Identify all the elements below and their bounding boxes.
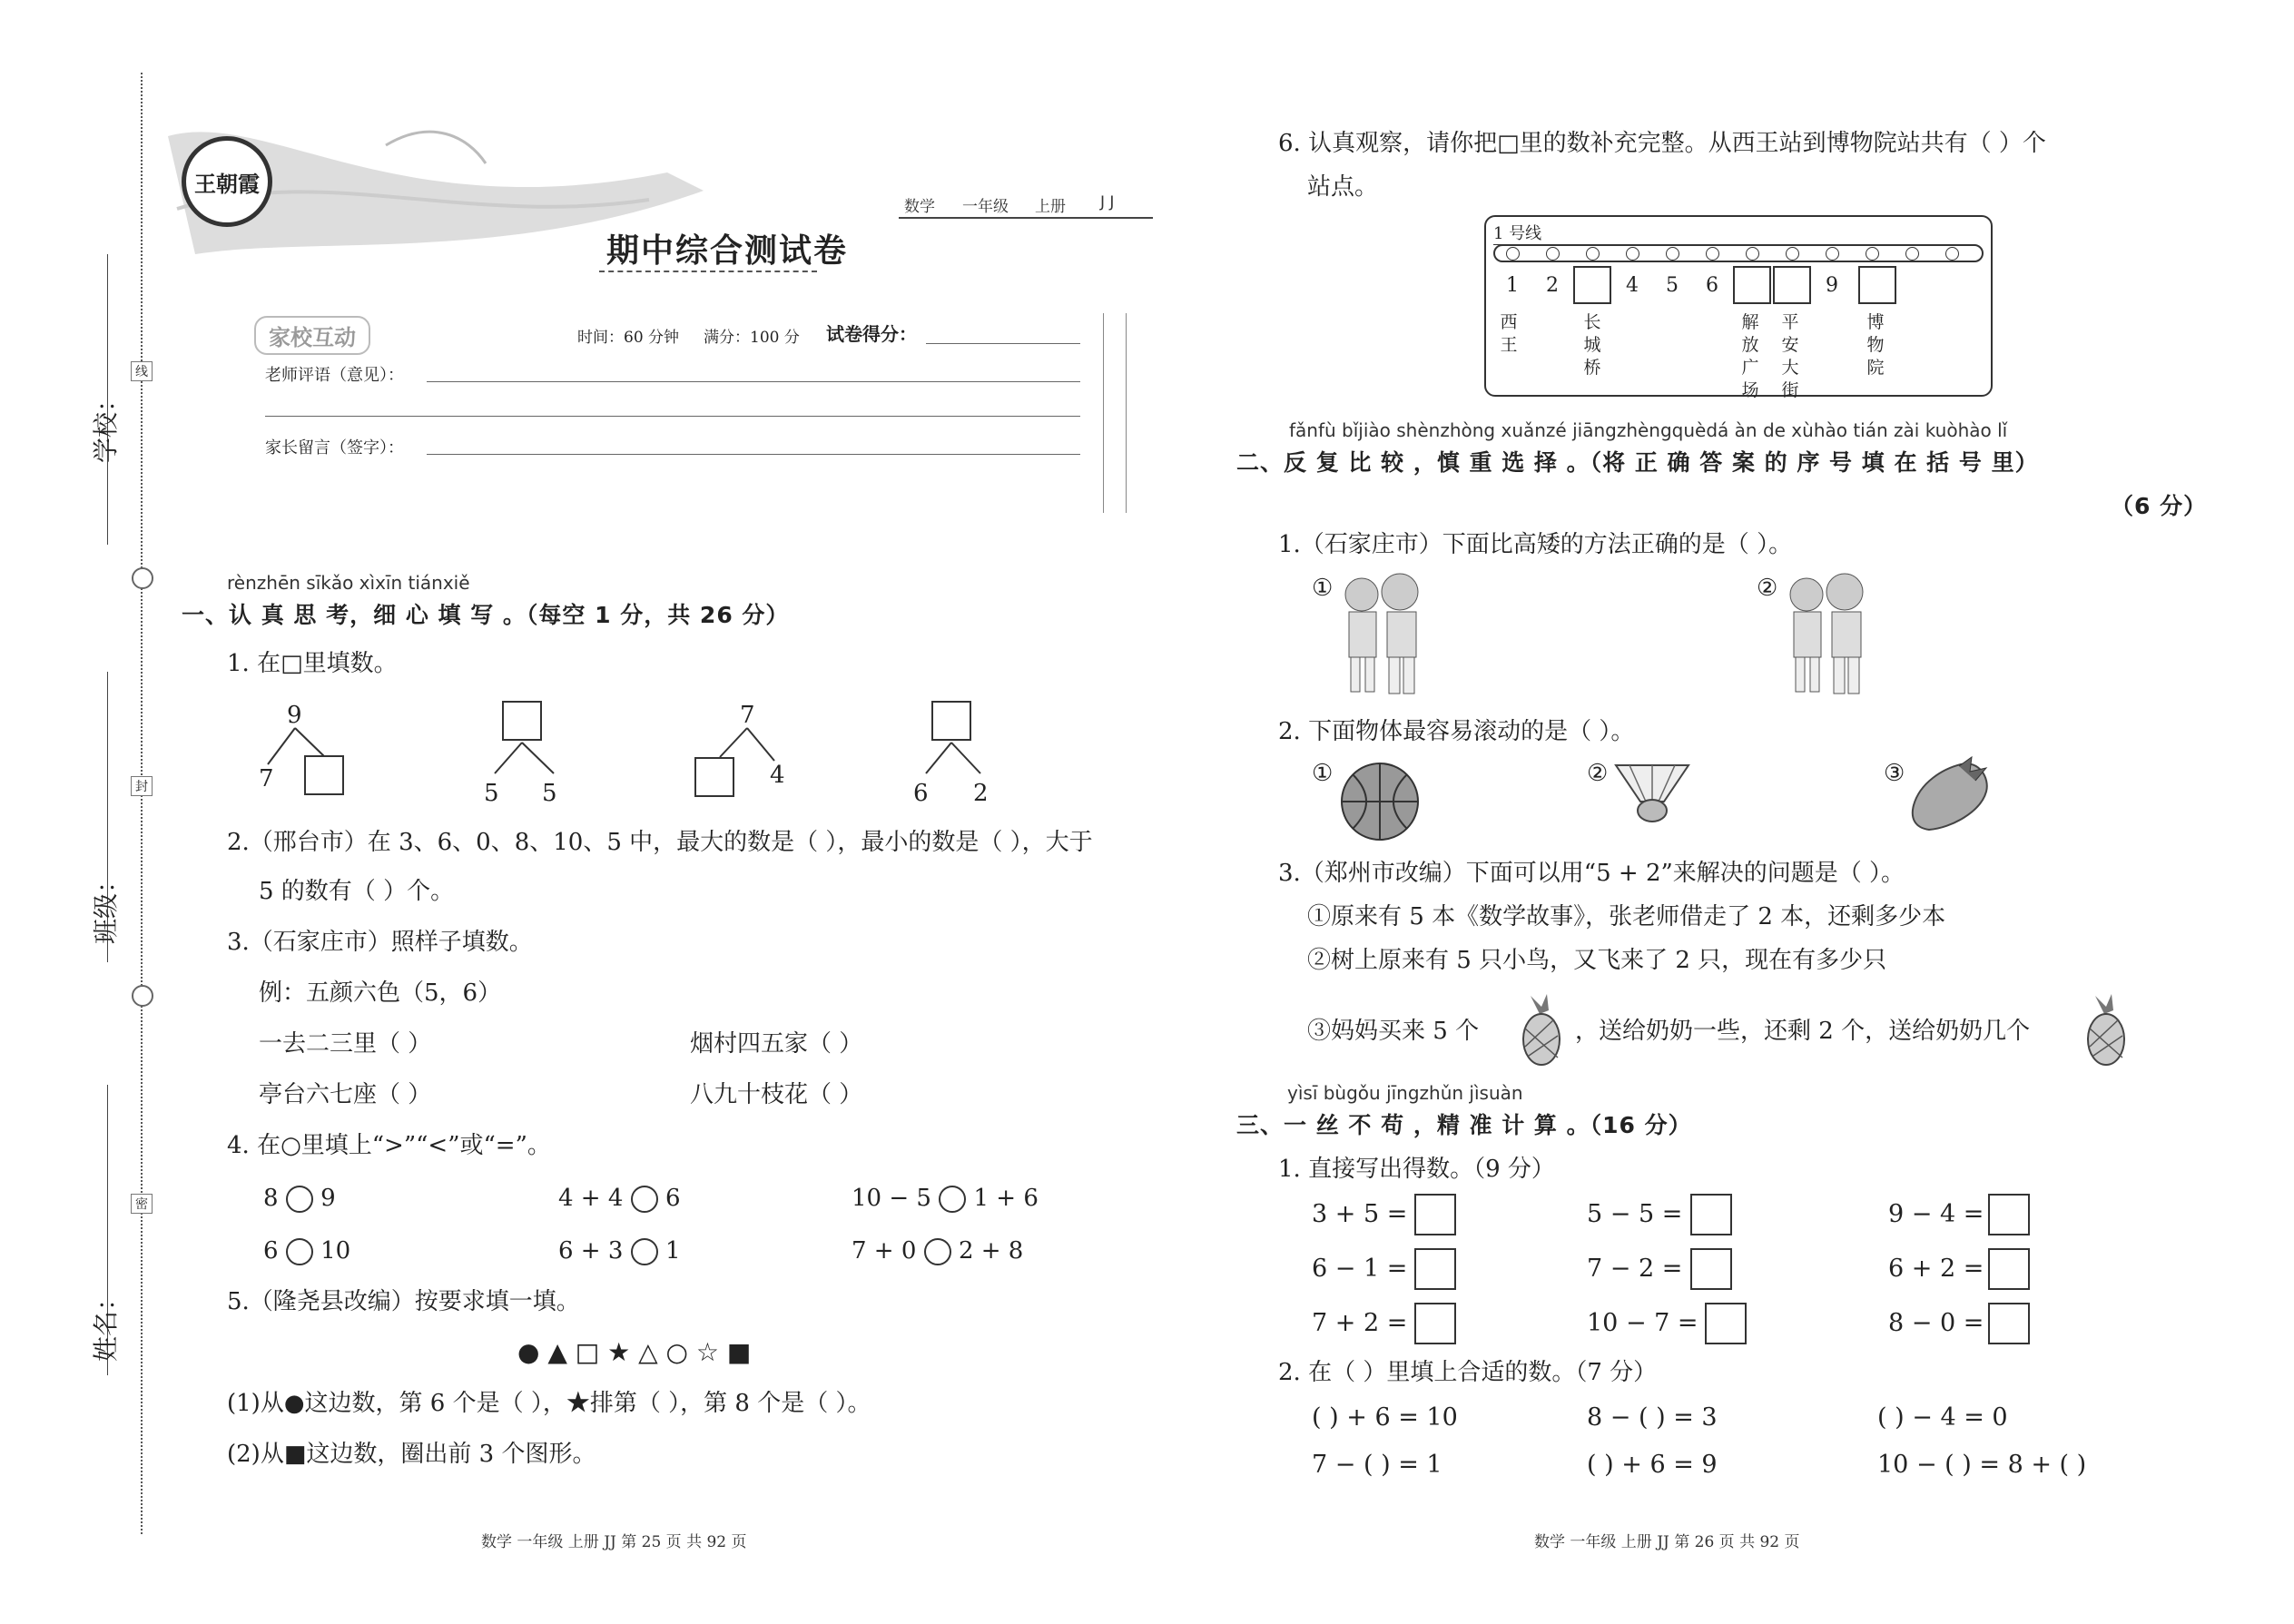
binding-dotted-line	[141, 73, 143, 1534]
station-name: 长城桥	[1583, 312, 1601, 378]
bond-left: 6	[913, 780, 929, 807]
q5-text: 5.（隆尧县改编）按要求填一填。	[227, 1288, 580, 1315]
bond-right: 4	[770, 762, 785, 789]
calc-answer-box[interactable]	[1690, 1248, 1732, 1290]
exam-title: 期中综合测试卷	[606, 231, 849, 270]
sec3-heading: 三、一 丝 不 苟 ，精 准 计 算 。（16 分）	[1236, 1112, 1692, 1138]
station-name: 西王	[1500, 312, 1518, 355]
q3-example: 例：五颜六色（5，6）	[259, 979, 502, 1007]
compare-circle[interactable]	[631, 1238, 658, 1265]
stop-number: 5	[1666, 274, 1679, 297]
q5-part1: (1)从●这边数，第 6 个是（ ），★排第（ ），第 8 个是（ ）。	[227, 1390, 871, 1417]
calc-item: 8 − 0 =	[1888, 1309, 1984, 1337]
station-name: 解放广场	[1741, 312, 1759, 400]
parent-note-label: 家长留言（签字）：	[265, 438, 404, 458]
bond-top: 9	[287, 702, 302, 729]
stop-answer-box[interactable]	[1773, 266, 1811, 304]
sec2-pinyin: fǎnfù bǐjiào shènzhòng xuǎnzé jiāngzhèngquèdá àn de xùhào tián zài kuòhào lǐ	[1289, 419, 2008, 441]
sec1-heading: 一、认 真 思 考，细 心 填 写 。（每空 1 分，共 26 分）	[182, 602, 790, 628]
calc-item: 3 + 5 =	[1312, 1200, 1408, 1228]
sec2-score: （6 分）	[2111, 493, 2208, 519]
q3-item: 一去二三里（ ）	[259, 1030, 432, 1058]
class-label: 班级：	[91, 867, 121, 944]
fill-item: ( ) − 4 = 0	[1877, 1403, 2008, 1432]
teacher-line-2	[265, 416, 1080, 417]
full-score-info: 满分：100 分	[704, 329, 800, 347]
r3-option-a: ①原来有 5 本《数学故事》，张老师借走了 2 本，还剩多少本	[1307, 903, 1946, 930]
stop-number: 6	[1706, 274, 1718, 297]
strawberry-icon	[1906, 755, 1993, 832]
calc-item: 7 + 2 =	[1312, 1309, 1408, 1337]
calc-answer-box[interactable]	[1414, 1194, 1456, 1235]
children-height-image	[1334, 572, 1434, 699]
bond-top: 7	[740, 702, 755, 729]
q3-item: 亭台六七座（ ）	[259, 1081, 432, 1108]
q3-item: 八九十枝花（ ）	[690, 1081, 863, 1108]
tag-grade: 一年级	[962, 198, 1009, 216]
stop-number: 1	[1506, 274, 1519, 297]
compare-circle[interactable]	[286, 1186, 313, 1213]
fill-item: 7 − ( ) = 1	[1312, 1451, 1442, 1479]
family-school-badge: 家校互动	[254, 316, 370, 355]
bond-left: 5	[484, 780, 499, 807]
bond-right: 2	[973, 780, 989, 807]
compare-item: 10 − 5 1 + 6	[852, 1185, 1039, 1212]
binding-ring-icon	[132, 567, 153, 589]
q3-item: 烟村四五家（ ）	[690, 1030, 863, 1058]
compare-circle[interactable]	[631, 1186, 658, 1213]
tag-edition: J J	[1100, 193, 1115, 212]
bond-left: 7	[259, 765, 274, 792]
calc-item: 5 − 5 =	[1587, 1200, 1683, 1228]
stop-number: 2	[1546, 274, 1559, 297]
score-line	[926, 343, 1080, 344]
r1-option: ②	[1757, 575, 1778, 602]
q1-text: 1. 在□里填数。	[227, 650, 398, 677]
r1-option: ①	[1312, 575, 1334, 602]
bond-tree	[694, 701, 803, 810]
bond-tree	[254, 701, 363, 810]
fill-item: ( ) + 6 = 9	[1587, 1451, 1718, 1479]
calc-item: 7 − 2 =	[1587, 1255, 1683, 1283]
q2-line2: 5 的数有（ ）个。	[259, 878, 455, 905]
calc-answer-box[interactable]	[1988, 1303, 2030, 1344]
compare-item: 6 10	[263, 1237, 351, 1265]
tag-subject: 数学	[904, 198, 935, 216]
calc-answer-box[interactable]	[1690, 1194, 1732, 1235]
calc-item: 9 − 4 =	[1888, 1200, 1984, 1228]
calc-answer-box[interactable]	[1988, 1248, 2030, 1290]
tag-volume: 上册	[1035, 198, 1066, 216]
station-name: 博物院	[1866, 312, 1885, 378]
children-height-image	[1779, 572, 1879, 699]
header-frame-right	[1103, 313, 1127, 513]
r3-text: 3.（郑州市改编）下面可以用“5 + 2”来解决的问题是（ ）。	[1278, 860, 1905, 887]
logo-text: 王朝霞	[194, 171, 260, 197]
parent-line	[427, 454, 1080, 455]
c1-text: 1. 直接写出得数。（9 分）	[1278, 1156, 1555, 1183]
logo-emblem	[182, 136, 272, 227]
sec2-heading: 二、反 复 比 较 ，慎 重 选 择 。（将 正 确 答 案 的 序 号 填 在 括 号 里）	[1236, 449, 2039, 476]
r2-option: ③	[1884, 760, 1905, 787]
r2-option: ②	[1587, 760, 1609, 787]
calc-answer-box[interactable]	[1414, 1248, 1456, 1290]
answer-box[interactable]	[304, 755, 344, 795]
seal-secret-mark: 密	[131, 1194, 153, 1214]
q3-text: 3.（石家庄市）照样子填数。	[227, 929, 533, 956]
q4-text: 4. 在○里填上“>”“<”或“=”。	[227, 1132, 551, 1159]
metro-stops	[1506, 247, 1978, 260]
sec3-pinyin: yìsī bùgǒu jīngzhǔn jìsuàn	[1287, 1082, 1523, 1104]
left-footer: 数学 一年级 上册 JJ 第 25 页 共 92 页	[481, 1533, 747, 1551]
compare-item: 4 + 4 6	[558, 1185, 681, 1212]
basketball-icon	[1339, 761, 1421, 842]
stop-number: 9	[1826, 274, 1838, 297]
q2-line1: 2.（邢台市）在 3、6、0、8、10、5 中，最大的数是（ ），最小的数是（ ），大于	[227, 829, 1093, 856]
r3-option-c: ③妈妈买来 5 个	[1307, 1018, 1480, 1045]
name-label: 姓名：	[91, 1284, 121, 1362]
calc-answer-box[interactable]	[1988, 1194, 2030, 1235]
q6-line2: 站点。	[1307, 173, 1379, 201]
metro-line-label: 1 号线	[1493, 221, 1541, 245]
fill-item: ( ) + 6 = 10	[1312, 1403, 1458, 1432]
stop-answer-box[interactable]	[1858, 266, 1896, 304]
shape-sequence: ● ▲ □ ★ △ ○ ☆ ■	[517, 1337, 752, 1367]
shuttlecock-icon	[1611, 758, 1693, 826]
stop-answer-box[interactable]	[1573, 266, 1611, 304]
sec1-pinyin: rènzhēn sīkǎo xìxīn tiánxiě	[227, 572, 470, 594]
compare-circle[interactable]	[939, 1186, 966, 1213]
calc-item: 6 + 2 =	[1888, 1255, 1984, 1283]
stop-number: 4	[1626, 274, 1639, 297]
r3-option-b: ②树上原来有 5 只小鸟，又飞来了 2 只，现在有多少只	[1307, 947, 1887, 974]
score-label: 试卷得分：	[826, 323, 917, 345]
teacher-comment-label: 老师评语（意见）：	[265, 366, 404, 385]
r1-text: 1.（石家庄市）下面比高矮的方法正确的是（ ）。	[1278, 531, 1793, 558]
r2-text: 2. 下面物体最容易滚动的是（ ）。	[1278, 718, 1635, 745]
pineapple-icon	[1514, 994, 1569, 1067]
stop-answer-box[interactable]	[1733, 266, 1771, 304]
calc-answer-box[interactable]	[1705, 1303, 1747, 1344]
r3-option-c-cont: ，送给奶奶一些，还剩 2 个，送给奶奶几个	[1575, 1018, 2031, 1045]
title-dashes	[599, 271, 817, 272]
school-label: 学校：	[91, 386, 121, 463]
r2-option: ①	[1312, 760, 1334, 787]
c2-text: 2. 在（ ）里填上合适的数。（7 分）	[1278, 1359, 1658, 1386]
calc-answer-box[interactable]	[1414, 1303, 1456, 1344]
q6-line1: 6. 认真观察，请你把□里的数补充完整。从西王站到博物院站共有（ ）个	[1278, 130, 2046, 157]
compare-item: 8 9	[263, 1185, 336, 1212]
bond-right: 5	[542, 780, 557, 807]
time-info: 时间：60 分钟	[577, 329, 680, 347]
fill-item: 10 − ( ) = 8 + ( )	[1877, 1451, 2087, 1479]
seal-seal-mark: 封	[131, 776, 153, 796]
compare-item: 7 + 0 2 + 8	[852, 1237, 1024, 1265]
teacher-line-1	[427, 381, 1080, 382]
binding-ring-icon	[132, 985, 153, 1007]
compare-circle[interactable]	[286, 1238, 313, 1265]
compare-item: 6 + 3 1	[558, 1237, 681, 1265]
bond-tree	[908, 701, 1017, 810]
compare-circle[interactable]	[924, 1238, 951, 1265]
book-tags	[899, 193, 1153, 219]
q5-part2: (2)从■这边数，圈出前 3 个图形。	[227, 1441, 596, 1468]
calc-item: 6 − 1 =	[1312, 1255, 1408, 1283]
fill-item: 8 − ( ) = 3	[1587, 1403, 1718, 1432]
answer-box[interactable]	[694, 757, 734, 797]
right-footer: 数学 一年级 上册 JJ 第 26 页 共 92 页	[1534, 1533, 1800, 1551]
station-name: 平安大街	[1781, 312, 1799, 400]
bond-tree	[477, 701, 586, 810]
pineapple-icon	[2079, 994, 2133, 1067]
calc-item: 10 − 7 =	[1587, 1309, 1698, 1337]
seal-line-mark: 线	[131, 361, 153, 381]
metro-map	[1484, 215, 1993, 400]
